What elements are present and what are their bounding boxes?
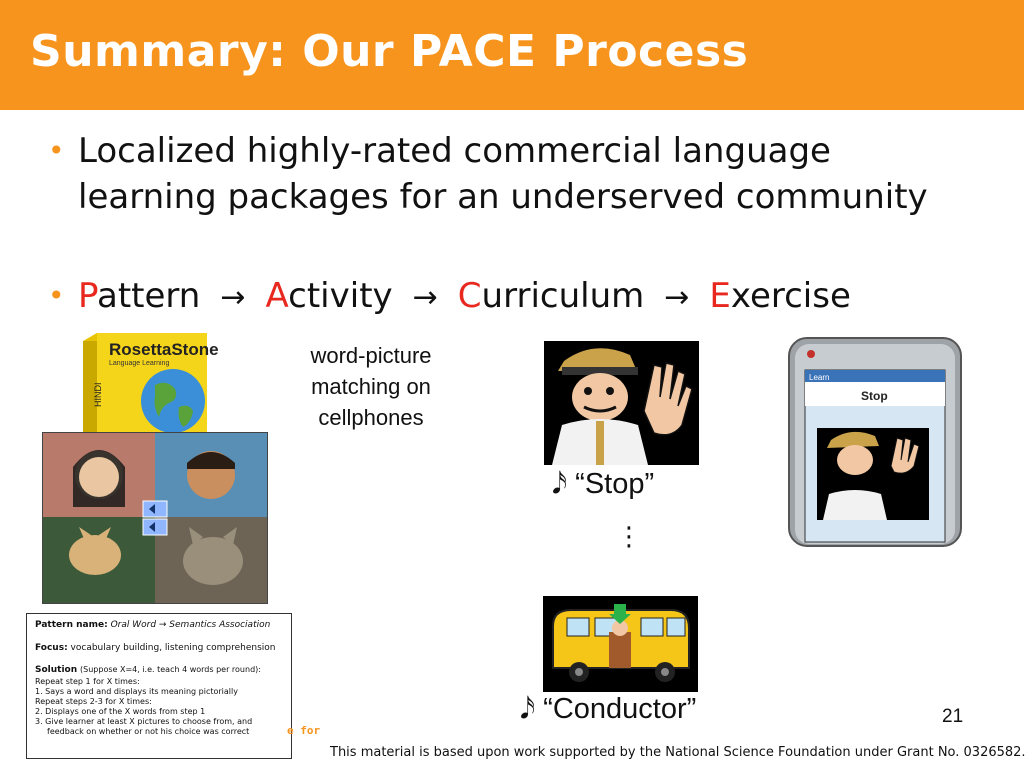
music-note-icon: 𝅘𝅥𝅯 [520,693,536,725]
title-bar [0,0,1024,110]
vertical-ellipsis: ⋮ [616,522,642,552]
pace-pattern: Pattern [78,276,201,316]
music-note-icon: 𝅘𝅥𝅯 [552,468,568,500]
activity-note-line: word-picture [310,343,432,368]
bullet-dot: • [48,134,65,167]
rosetta-brand-text: RosettaStone [109,340,219,359]
pattern-step: 3. Give learner at least X pictures to choose from, and [35,716,253,726]
pattern-step: feedback on whether or not his choice was correct [47,726,250,736]
photo-grid-image [42,432,268,604]
pattern-focus-row: Focus: vocabulary building, listening comprehension [35,642,276,653]
arrow-icon: → [664,280,690,315]
arrow-icon: → [220,280,246,315]
activity-note-line: cellphones [318,405,424,430]
bullet-dot: • [48,279,65,312]
bullet-line-2: learning packages for an underserved community [78,177,928,217]
phone-app-label: Learn [809,373,830,382]
pace-sequence [78,273,851,321]
pattern-step: 2. Displays one of the X words from step 1 [35,706,206,716]
conductor-word-text: “Conductor” [543,693,697,725]
pace-activity: Activity [265,276,393,316]
school-bus-conductor-image [543,596,698,692]
stop-word-text: “Stop” [575,468,655,500]
activity-note-line: matching on [311,374,431,399]
bullet-text [78,128,928,220]
slide-title: Summary: Our PACE Process [30,26,749,77]
activity-note [296,340,446,433]
footer-note: This material is based upon work supported by the National Science Foundation under Grant No. 0326582. [330,745,1026,760]
arrow-icon: → [412,280,438,315]
policeman-stop-image [544,341,699,465]
conductor-word-label [520,693,696,726]
pattern-step: 1. Says a word and displays its meaning pictorially [35,686,238,696]
bullet-line-1: Localized highly-rated commercial language [78,131,831,171]
stop-word-label [552,468,654,501]
cellphone-exercise-image [787,336,963,548]
rosetta-stone-box-image [83,333,219,433]
pattern-step: Repeat steps 2-3 for X times: [35,696,152,706]
pace-exercise: Exercise [709,276,851,316]
pattern-name-row: Pattern name: Oral Word → Semantics Association [35,620,271,630]
pattern-solution-row: Solution (Suppose X=4, i.e. teach 4 words per round): [35,665,261,675]
rosetta-side-text: HINDI [93,382,103,407]
pace-curriculum: Curriculum [457,276,645,316]
pattern-step: Repeat step 1 for X times: [35,676,140,686]
phone-word-label: Stop [861,389,888,403]
partial-text: e for [287,724,321,737]
page-number: 21 [942,706,964,727]
rosetta-tagline-text: Language Learning [109,360,170,367]
pattern-card [26,613,292,759]
